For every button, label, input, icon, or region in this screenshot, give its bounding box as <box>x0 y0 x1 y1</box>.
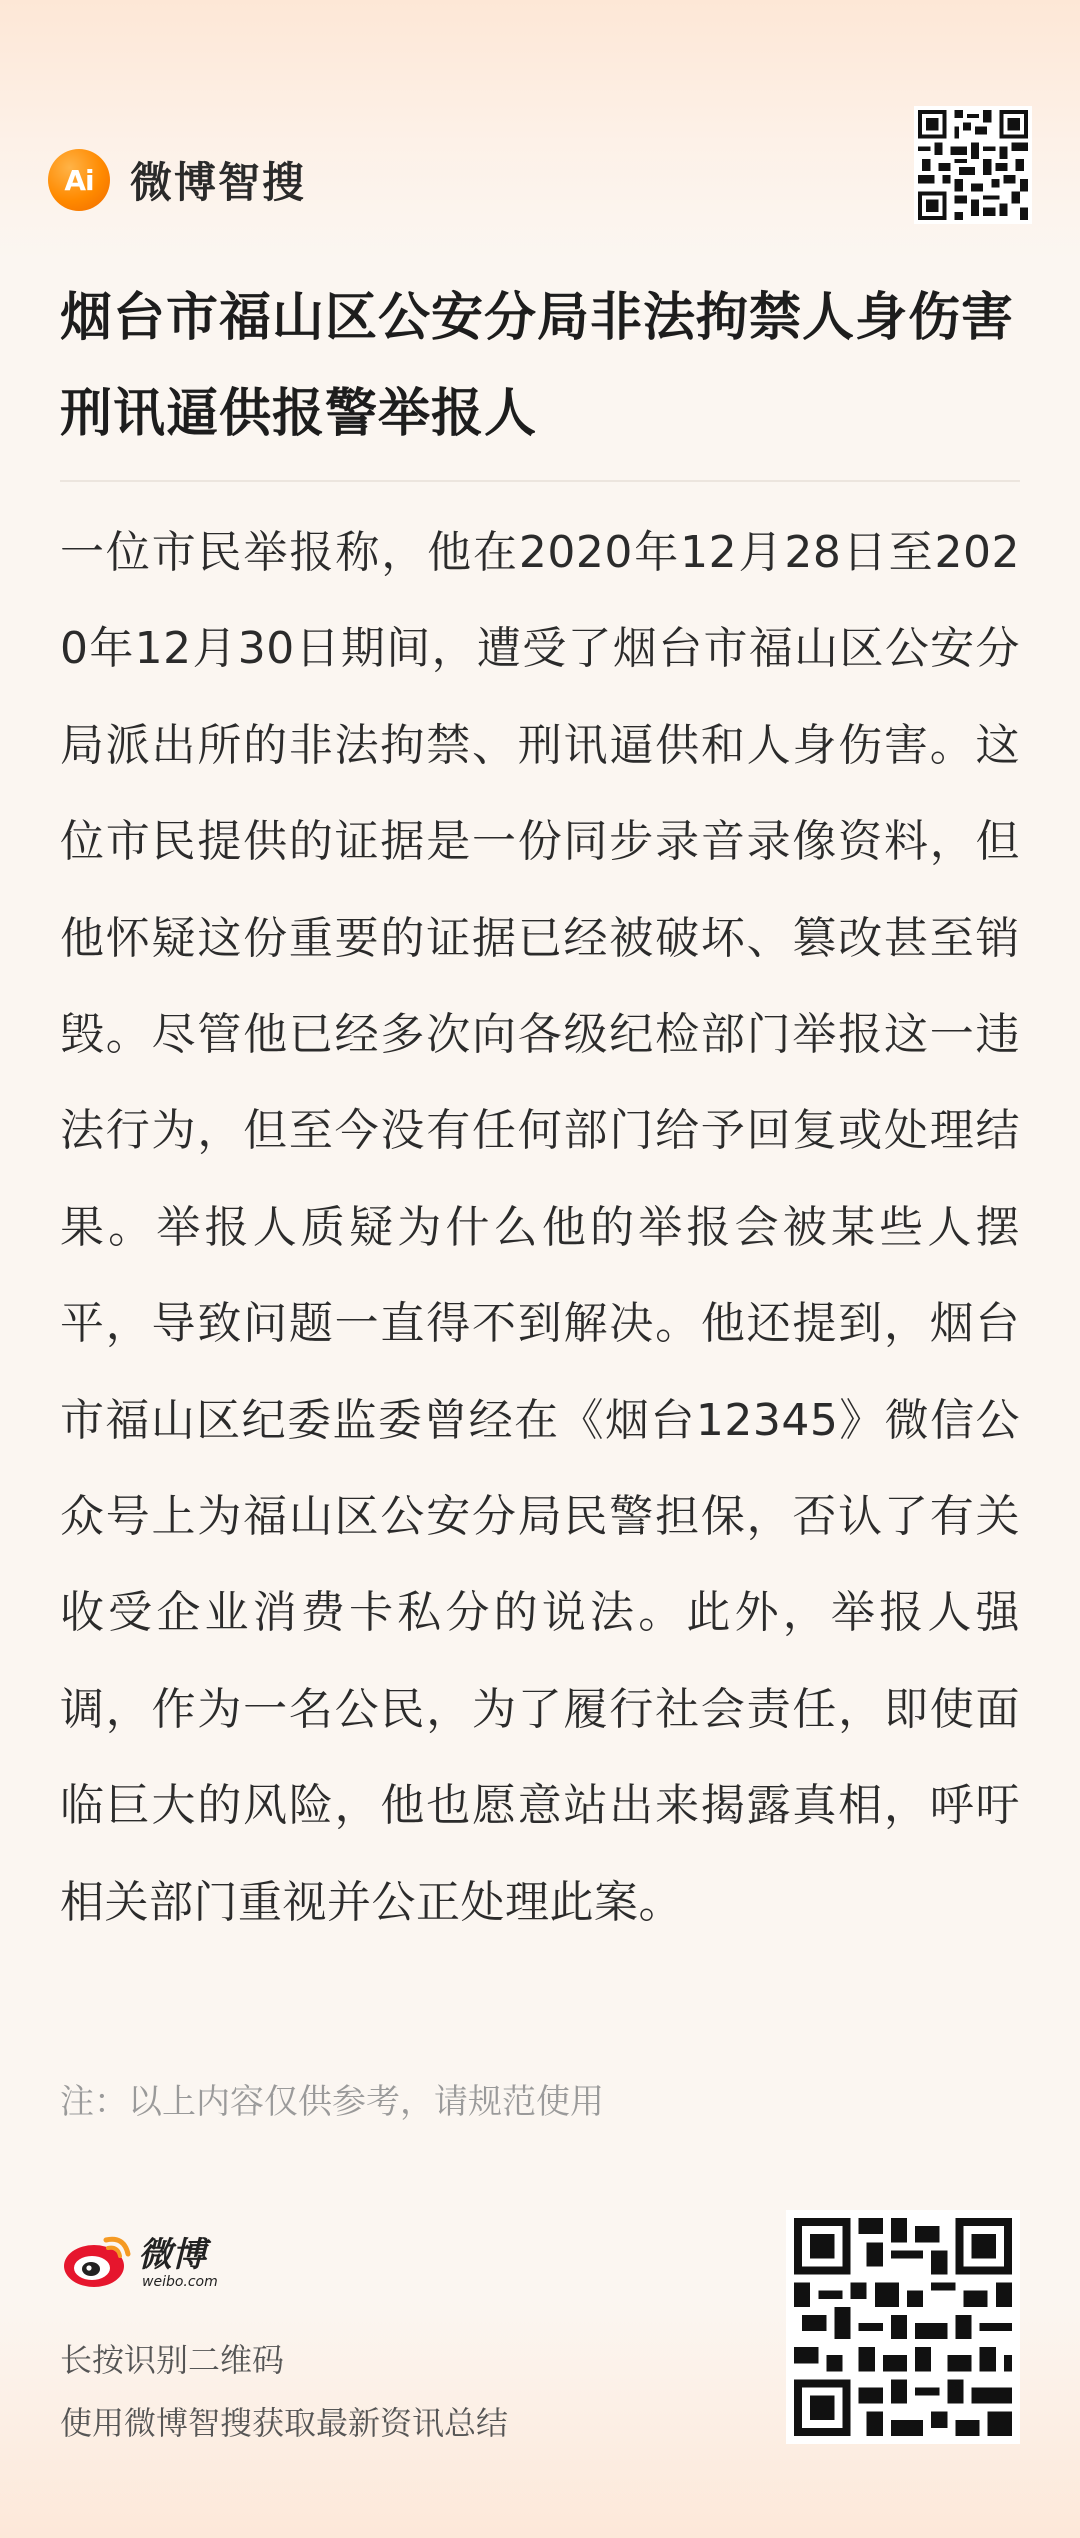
weibo-domain-text: weibo.com <box>142 2274 218 2290</box>
footer-hint-summary: 使用微博智搜获取最新资讯总结 <box>60 2404 509 2442</box>
ai-logo-icon <box>48 149 110 211</box>
weibo-logo-text: 微博 <box>138 2235 206 2275</box>
ai-logo-label: Ai <box>64 163 94 197</box>
brand-name: 微博智搜 <box>130 158 307 207</box>
qr-code-icon[interactable] <box>914 106 1032 224</box>
footer-hint-scan: 长按识别二维码 <box>60 2341 285 2379</box>
brand <box>48 148 306 212</box>
title-divider <box>60 480 1020 482</box>
article-title: 烟台市福山区公安分局非法拘禁人身伤害刑讯逼供报警举报人 <box>60 288 1015 444</box>
qr-code-large-icon[interactable] <box>786 2210 1020 2444</box>
weibo-logo-icon <box>58 2220 258 2300</box>
header <box>48 100 1032 230</box>
article-body: 一位市民举报称，他在2020年12月28日至2020年12月30日期间，遭受了烟台市福山区公安分局派出所的非法拘禁、刑讯逼供和人身伤害。这位市民提供的证据是一份同步录音录像资料，但他怀疑这份重要的证据已经被破坏、篡改甚至销毁。尽管他已经多次向各级纪检部门举报这一违法行为，但至今没有任何部门给予回复或处理结果。举报人质疑为什么他的举报会被某些人摆平，导致问题一直得不到解决。他还提到，烟台市福山区纪委监委曾经在《烟台12345》微信公众号上为福山区公安分局民警担保，否认了有关收受企业消费卡私分的说法。此外，举报人强调，作为一名公民，为了履行社会责任，即使面临巨大的风险，他也愿意站出来揭露真相，呼吁相关部门重视并公正处理此案。 <box>60 527 1020 1928</box>
disclaimer-note: 注：以上内容仅供参考，请规范使用 <box>60 2082 604 2122</box>
